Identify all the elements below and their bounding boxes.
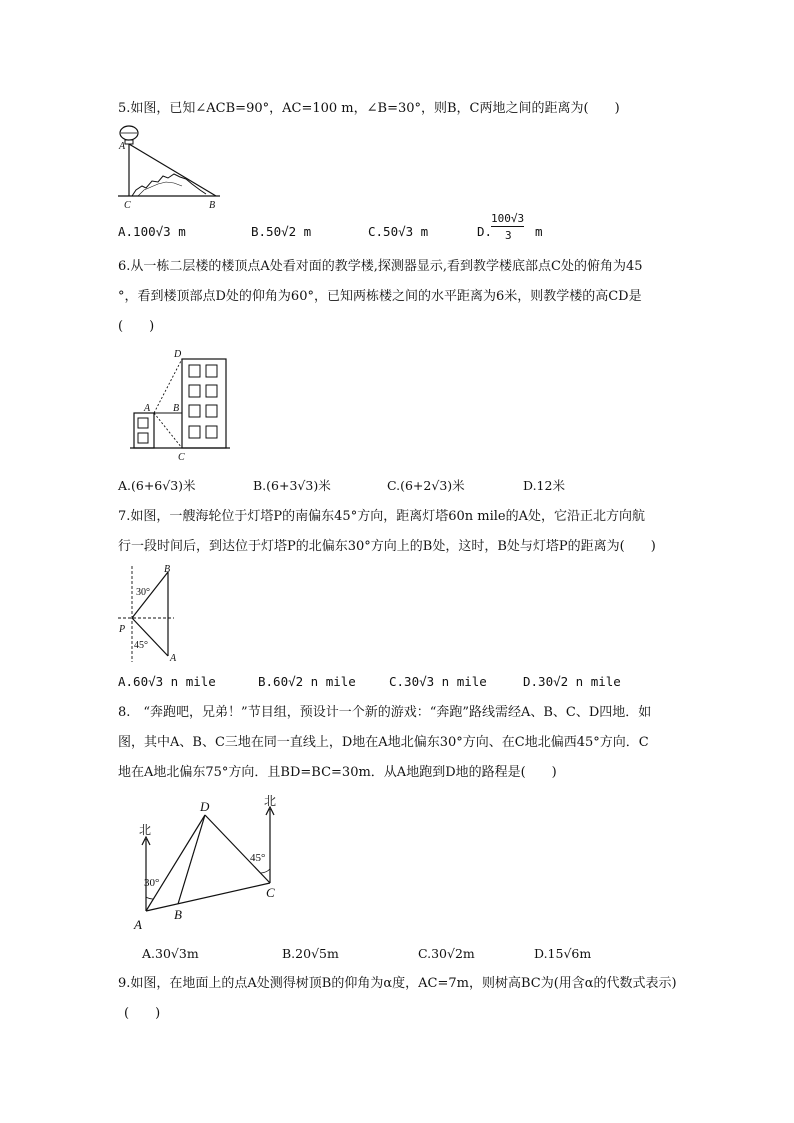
q6-option-a[interactable]: A.(6+6√3)米 xyxy=(118,478,196,493)
q8-option-a[interactable]: A.30√3m xyxy=(142,946,199,961)
q7-label-b: B xyxy=(164,564,171,575)
q8-north-left: 北 xyxy=(139,823,152,837)
q7-option-a[interactable]: A.60√3 n mile xyxy=(118,674,216,689)
q7-option-c[interactable]: C.30√3 n mile xyxy=(389,674,487,689)
q7-option-b[interactable]: B.60√2 n mile xyxy=(258,674,356,689)
q8-option-b[interactable]: B.20√5m xyxy=(282,946,339,961)
q8-north-right: 北 xyxy=(264,794,277,808)
q7-angle-bottom: 45° xyxy=(134,640,148,651)
q5-label-a: A xyxy=(119,141,126,152)
q5-option-d-numerator: 100√3 xyxy=(491,212,525,225)
q6-stem-line2: °，看到楼顶部点D处的仰角为60°，已知两栋楼之间的水平距离为6米，则教学楼的高CD是 xyxy=(118,289,642,304)
q6-figure xyxy=(130,350,240,465)
q7-stem-line2: 行一段时间后，到达位于灯塔P的北偏东30°方向上的B处，这时，B处与灯塔P的距离为( ) xyxy=(118,539,656,554)
q8-angle-c: 45° xyxy=(250,852,266,864)
q8-label-b: B xyxy=(174,907,182,922)
q5-option-d-denominator: 3 xyxy=(505,229,512,242)
q7-label-p: P xyxy=(119,624,126,635)
q6-stem-line3: ( ) xyxy=(118,319,155,334)
q7-figure xyxy=(116,562,182,664)
q6-label-d: D xyxy=(174,349,182,360)
q6-option-d[interactable]: D.12米 xyxy=(523,478,565,493)
q5-option-c[interactable]: C.50√3 m xyxy=(368,224,429,239)
q6-label-c: C xyxy=(178,452,185,463)
q5-option-b[interactable]: B.50√2 m xyxy=(251,224,312,239)
q7-stem-line1: 7.如图，一艘海轮位于灯塔P的南偏东45°方向，距离灯塔60n mile的A处，它沿正北方向航 xyxy=(118,509,645,524)
q7-label-a: A xyxy=(170,653,177,664)
q7-option-d[interactable]: D.30√2 n mile xyxy=(523,674,621,689)
q8-option-d[interactable]: D.15√6m xyxy=(534,946,592,961)
q5-label-b: B xyxy=(209,200,216,211)
q8-stem-line1: 8. “奔跑吧，兄弟！”节目组，预设计一个新的游戏：“奔跑”路线需经A、B、C、D四地．如 xyxy=(118,705,652,720)
q6-option-b[interactable]: B.(6+3√3)米 xyxy=(253,478,331,493)
q6-stem-line1: 6.从一栋二层楼的楼顶点A处看对面的教学楼,探测器显示,看到教学楼底部点C处的俯角为45 xyxy=(118,259,643,274)
q8-figure xyxy=(130,793,290,933)
q7-angle-top: 30° xyxy=(136,587,150,598)
q5-label-c: C xyxy=(124,200,131,211)
q5-option-a[interactable]: A.100√3 m xyxy=(118,224,186,239)
q5-stem: 5.如图，已知∠ACB=90°，AC=100 m，∠B=30°，则B，C两地之间的距离为( ) xyxy=(118,101,620,116)
q8-stem-line3: 地在A地北偏东75°方向．且BD=BC=30m．从A地跑到D地的路程是( ) xyxy=(118,765,557,780)
q8-option-c[interactable]: C.30√2m xyxy=(418,946,475,961)
q8-angle-a: 30° xyxy=(144,877,160,889)
q8-label-c: C xyxy=(266,885,275,900)
q6-label-b: B xyxy=(173,403,180,414)
q5-option-d-prefix: D. xyxy=(477,224,493,239)
q8-label-d: D xyxy=(200,799,210,814)
q5-option-d-unit: m xyxy=(535,224,543,239)
q9-stem-line1: 9.如图，在地面上的点A处测得树顶B的仰角为α度，AC=7m，则树高BC为(用含α的代数式表示) xyxy=(118,976,677,991)
q8-label-a: A xyxy=(134,917,142,932)
q6-option-c[interactable]: C.(6+2√3)米 xyxy=(387,478,465,493)
q6-label-a: A xyxy=(144,403,151,414)
q8-stem-line2: 图，其中A、B、C三地在同一直线上，D地在A地北偏东30°方向、在C地北偏西45°方向．C xyxy=(118,735,649,750)
q9-stem-line2: ( ) xyxy=(124,1006,161,1021)
q5-figure xyxy=(116,124,226,210)
